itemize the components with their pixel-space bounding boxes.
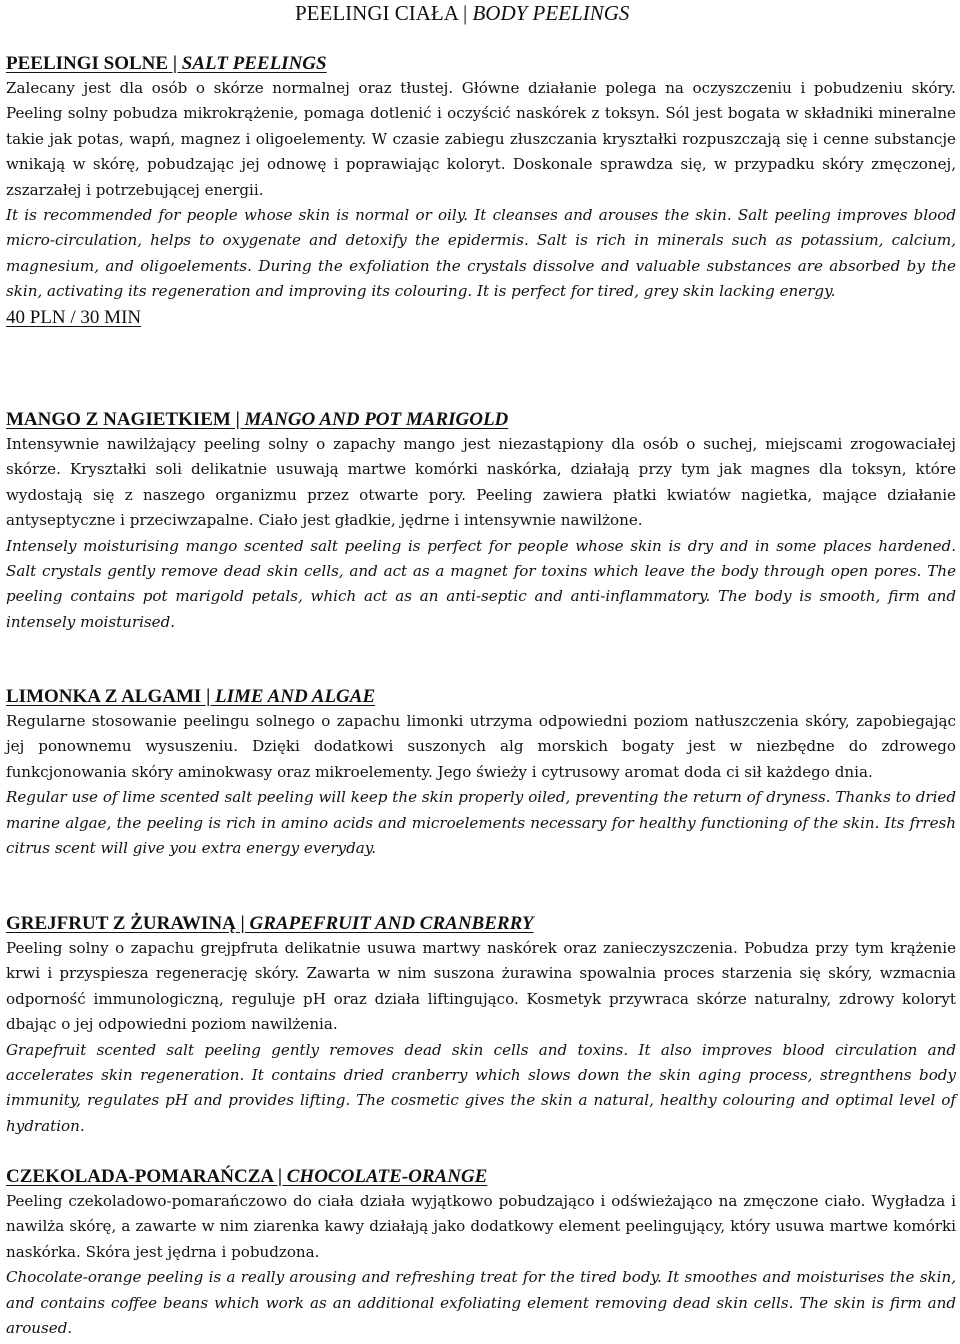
title-separator: | [457, 1, 473, 25]
description-pl: Regularne stosowanie peelingu solnego o zapachu limonki utrzyma odpowiedni poziom natłuszczenia skóry, zapobiegając jej ponownemu wysuszeniu. Dzięki dodatkowi suszonych alg morskich bogaty jest w niezbędne do zdrowego funkcjonowania skóry aminokwasy oraz mikroelementy. Jego świeży i cytrusowy aromat doda ci sił każdego dnia. [6, 712, 956, 781]
section-title-pl: LIMONKA Z ALGAMI [6, 686, 202, 707]
section-title-pl: GREJFRUT Z ŻURAWINĄ [6, 913, 236, 934]
price-duration: 40 PLN / 30 MIN [6, 306, 142, 328]
section-title [6, 408, 956, 432]
description-pl: Zalecany jest dla osób o skórze normalnej oraz tłustej. Główne działanie polega na oczyszczeniu i pobudzeniu skóry. Peeling solny pobudza mikrokrążenie, pomaga dotlenić i oczyścić naskórek z toksyn. Sól jest bogata w składniki mineralne takie jak potas, wapń, magnez i oligoelementy. W czasie zabiegu złuszczania kryształki rozpuszczają się i cenne substancje wnikają w skórę, pobudzając jej odnowę i poprawiając koloryt. Doskonale sprawdza się, w przypadku skóry zmęczonej, zszarzałej i potrzebującej energii. [6, 79, 956, 199]
section-mango-marigold [6, 408, 956, 635]
description-en: Regular use of lime scented salt peeling will keep the skin properly oiled, preventing the return of dryness. Thanks to dried marine algae, the peeling is rich in amino acids and microelements necessary for healthy functioning of the skin. Its frresh citrus scent will give you extra energy everyday. [6, 788, 956, 858]
section-title-en: LIME AND ALGAE [215, 686, 376, 707]
page-title [295, 0, 895, 26]
description-en: Intensely moisturising mango scented salt peeling is perfect for people whose skin is dry and in some places hardened. Salt crystals gently remove dead skin cells, and act as a magnet for toxins which leave the body through open pores. The peeling contains pot marigold petals, which act as an anti-septic and anti-inflammatory. The body is smooth, firm and intensely moisturised. [6, 536, 956, 631]
section-title [6, 1165, 956, 1189]
section-lime-algae [6, 685, 956, 861]
title-separator: | [273, 1166, 287, 1187]
page-title-en: BODY PEELINGS [472, 1, 630, 25]
section-title-en: MANGO AND POT MARIGOLD [244, 409, 509, 430]
section-title-en: GRAPEFRUIT AND CRANBERRY [249, 913, 534, 934]
description-en: It is recommended for people whose skin is normal or oily. It cleanses and arouses the skin. Salt peeling improves blood micro-circulation, helps to oxygenate and detoxify the epidermis. Salt is rich in minerals such as potassium, calcium, magnesium, and oligoelements. During the exfoliation the crystals dissolve and valuable substances are absorbed by the skin, activating its regeneration and improving its colouring. It is perfect for tired, grey skin lacking energy. [6, 206, 956, 301]
description-pl: Peeling czekoladowo-pomarańczowo do ciała działa wyjątkowo pobudzająco i odświeżająco na zmęczone ciało. Wygładza i nawilża skórę, a zawarte w nim ziarenka kawy działają jako dodatkowy element peelingujący, który usuwa martwe komórki naskórka. Skóra jest jędrna i pobudzona. [6, 1192, 956, 1261]
title-separator: | [235, 913, 250, 934]
description-pl: Peeling solny o zapachu grejpfruta delikatnie usuwa martwy naskórek oraz zanieczyszczenia. Pobudza przy tym krążenie krwi i przyspiesza regenerację skóry. Zawarta w nim suszona żurawina spowalnia proces starzenia się skóry, wzmacnia odporność immunologiczną, reguluje pH oraz działa liftingująco. Kosmetyk przywraca skórze naturalny, zdrowy koloryt dbając o jej odpowiedni poziom nawilżenia. [6, 939, 956, 1034]
description-en: Chocolate-orange peeling is a really arousing and refreshing treat for the tired body. It smoothes and moisturises the skin, and contains coffee beans which work as an additional exfoliating element removing dead skin cells. The skin is firm and aroused. [6, 1268, 956, 1338]
section-grapefruit-cranberry [6, 912, 956, 1139]
section-title-en: CHOCOLATE-ORANGE [286, 1166, 488, 1187]
section-title-pl: MANGO Z NAGIETKIEM [6, 409, 231, 430]
section-title [6, 685, 956, 709]
section-title-pl: CZEKOLADA-POMARAŃCZA [6, 1166, 274, 1187]
section-salt-peelings [6, 52, 956, 331]
title-separator: | [230, 409, 245, 430]
page-title-pl: PEELINGI CIAŁA [295, 1, 458, 25]
section-title-en: SALT PEELINGS [181, 53, 327, 74]
title-separator: | [201, 686, 215, 707]
section-title [6, 912, 956, 936]
title-separator: | [168, 53, 182, 74]
description-pl: Intensywnie nawilżający peeling solny o zapachy mango jest niezastąpiony dla osób o suchej, miejscami zrogowaciałej skórze. Kryształki soli delikatnie usuwają martwe komórki naskórka, działają przy tym jak magnes dla toksyn, które wydostają się z naszego organizmu przez otwarte pory. Peeling zawiera płatki kwiatów nagietka, mające działanie antyseptyczne i przeciwzapalne. Ciało jest gładkie, jędrne i intensywnie nawilżone. [6, 435, 956, 530]
section-chocolate-orange [6, 1165, 956, 1341]
section-title-pl: PEELINGI SOLNE [6, 53, 169, 74]
section-title [6, 52, 956, 76]
description-en: Grapefruit scented salt peeling gently removes dead skin cells and toxins. It also improves blood circulation and accelerates skin regeneration. It contains dried cranberry which slows down the skin aging process, stregnthens body immunity, regulates pH and provides lifting. The cosmetic gives the skin a natural, healthy colouring and optimal level of hydration. [6, 1040, 956, 1135]
